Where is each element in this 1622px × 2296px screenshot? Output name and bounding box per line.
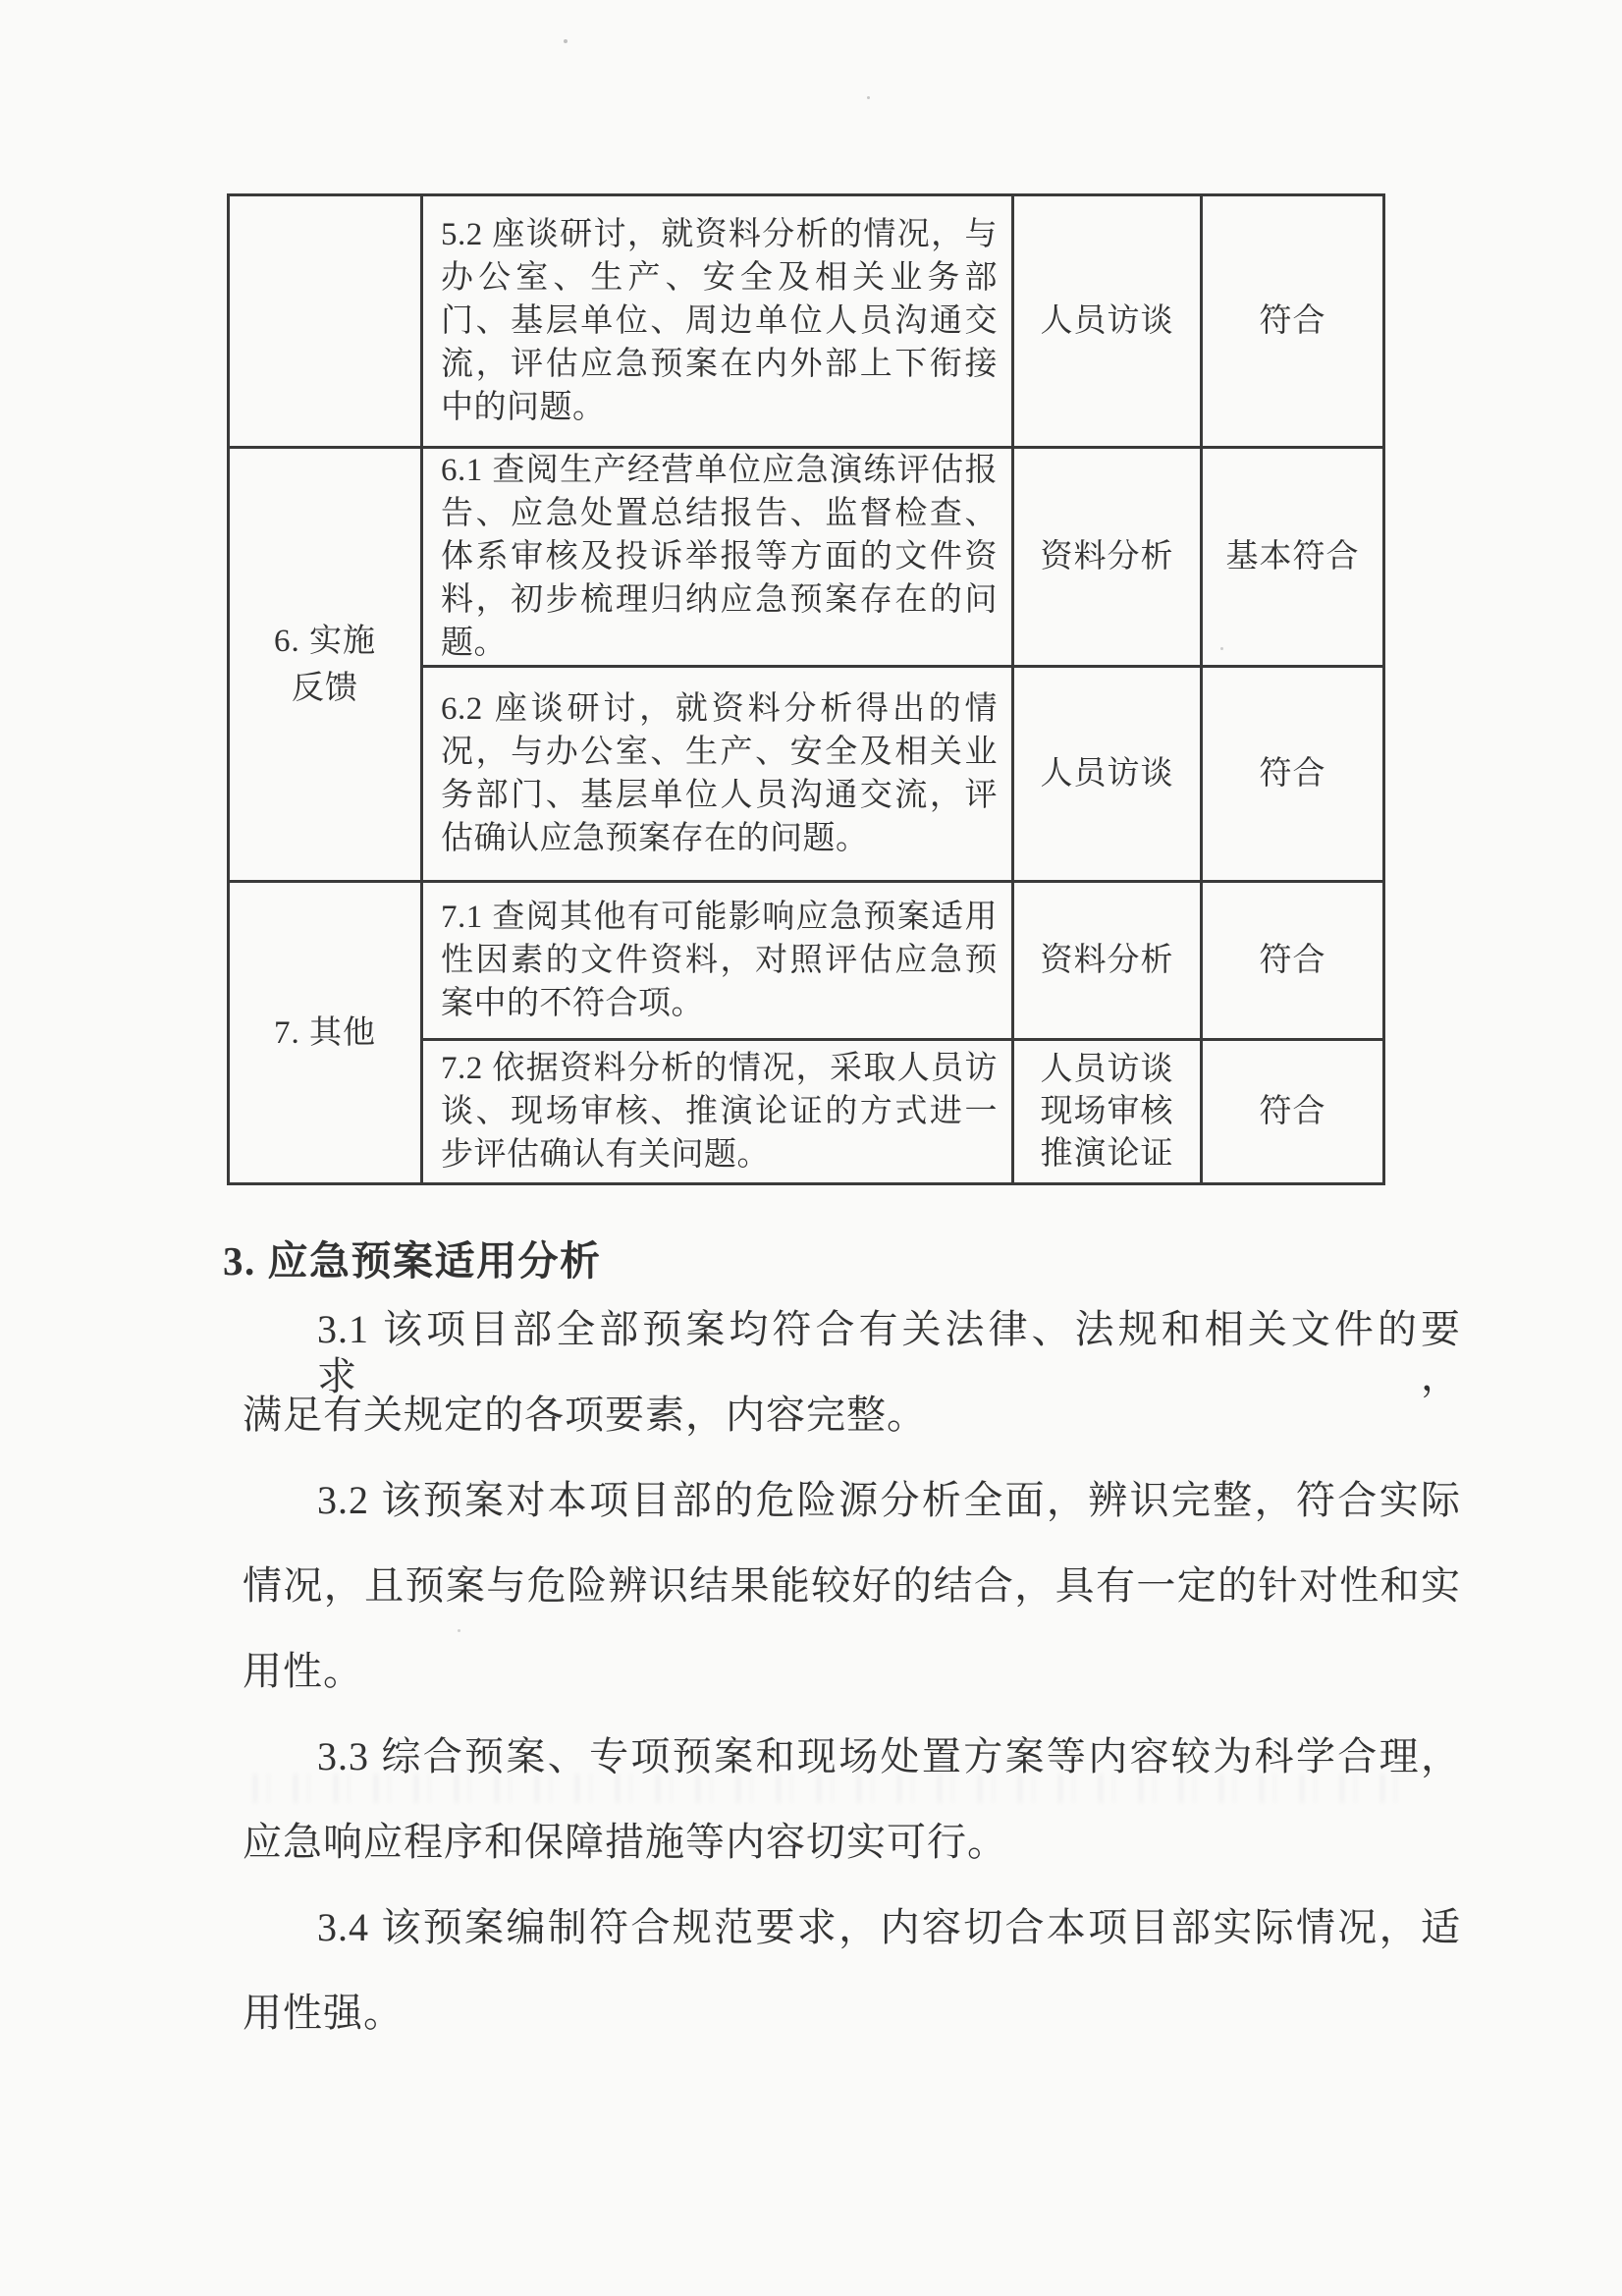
bleed-through-band xyxy=(253,1774,1412,1803)
body-line: 3.4 该预案编制符合规范要求，内容切合本项目部实际情况，适 xyxy=(317,1905,1461,1949)
table-cell-group-7: 7. 其他 xyxy=(229,882,422,1184)
method-7-2-line2: 现场审核 xyxy=(1040,1093,1174,1129)
group-6-label-line2: 反馈 xyxy=(292,670,358,706)
step-6-1-text: 6.1 查阅生产经营单位应急演练评估报告、应急处置总结报告、监督检查、体系审核及投诉举报等方面的文件资料，初步梳理归纳应急预案存在的问题。 xyxy=(441,453,998,661)
body-line: 3.3 综合预案、专项预案和现场处置方案等内容较为科学合理， xyxy=(317,1734,1461,1778)
evaluation-table xyxy=(227,193,1385,1185)
table-cell-group-6 xyxy=(229,448,422,882)
body-line: 情况，且预案与危险辨识结果能较好的结合，具有一定的针对性和实 xyxy=(243,1563,1461,1608)
body-line: 3.2 该预案对本项目部的危险源分析全面，辨识完整，符合实际 xyxy=(317,1478,1461,1522)
table-cell-step-7-1 xyxy=(422,882,1013,1040)
method-7-2-line1: 人员访谈 xyxy=(1040,1051,1174,1087)
table-cell-step-6-1 xyxy=(422,448,1013,667)
step-7-2-text: 7.2 依据资料分析的情况，采取人员访谈、现场审核、推演论证的方式进一步评估确认有关问题。 xyxy=(441,1051,998,1173)
table-cell-result-6-1: 基本符合 xyxy=(1202,448,1384,667)
table-cell-method-7-2 xyxy=(1013,1040,1202,1184)
table-cell-result-6-2: 符合 xyxy=(1202,667,1384,882)
method-7-2-line3: 推演论证 xyxy=(1040,1135,1174,1172)
table-row xyxy=(229,882,1384,1040)
section-heading: 3. 应急预案适用分析 xyxy=(223,1238,602,1284)
step-5-2-text: 5.2 座谈研讨，就资料分析的情况，与办公室、生产、安全及相关业务部门、基层单位、周边单位人员沟通交流，评估应急预案在内外部上下衔接中的问题。 xyxy=(441,217,998,425)
body-line: 应急响应程序和保障措施等内容切实可行。 xyxy=(243,1820,1007,1864)
table-cell-method-6-2: 人员访谈 xyxy=(1013,667,1202,882)
body-line: 用性。 xyxy=(243,1649,363,1693)
body-line: 用性强。 xyxy=(243,1991,404,2035)
table-cell-result-5-2: 符合 xyxy=(1202,195,1384,448)
table-cell-method-6-1: 资料分析 xyxy=(1013,448,1202,667)
table-cell-result-7-2: 符合 xyxy=(1202,1040,1384,1184)
table-cell-group-empty xyxy=(229,195,422,448)
table-cell-result-7-1: 符合 xyxy=(1202,882,1384,1040)
step-7-1-text: 7.1 查阅其他有可能影响应急预案适用性因素的文件资料，对照评估应急预案中的不符合项。 xyxy=(441,900,998,1021)
body-line: 满足有关规定的各项要素，内容完整。 xyxy=(243,1393,927,1437)
table-cell-method-5-2: 人员访谈 xyxy=(1013,195,1202,448)
table-cell-method-7-1: 资料分析 xyxy=(1013,882,1202,1040)
table-cell-step-5-2 xyxy=(422,195,1013,448)
body-line: 3.1 该项目部全部预案均符合有关法律、法规和相关文件的要求， xyxy=(317,1307,1461,1398)
scan-speck xyxy=(1220,647,1223,650)
group-6-label-line1: 6. 实施 xyxy=(274,623,376,659)
step-6-2-text: 6.2 座谈研讨，就资料分析得出的情况，与办公室、生产、安全及相关业务部门、基层单位人员沟通交流，评估确认应急预案存在的问题。 xyxy=(441,691,998,856)
scan-speck xyxy=(867,96,870,99)
table-cell-step-7-2 xyxy=(422,1040,1013,1184)
table-cell-step-6-2 xyxy=(422,667,1013,882)
scan-speck xyxy=(458,1629,460,1632)
scan-speck xyxy=(564,39,568,43)
table-row xyxy=(229,448,1384,667)
table-row xyxy=(229,195,1384,448)
